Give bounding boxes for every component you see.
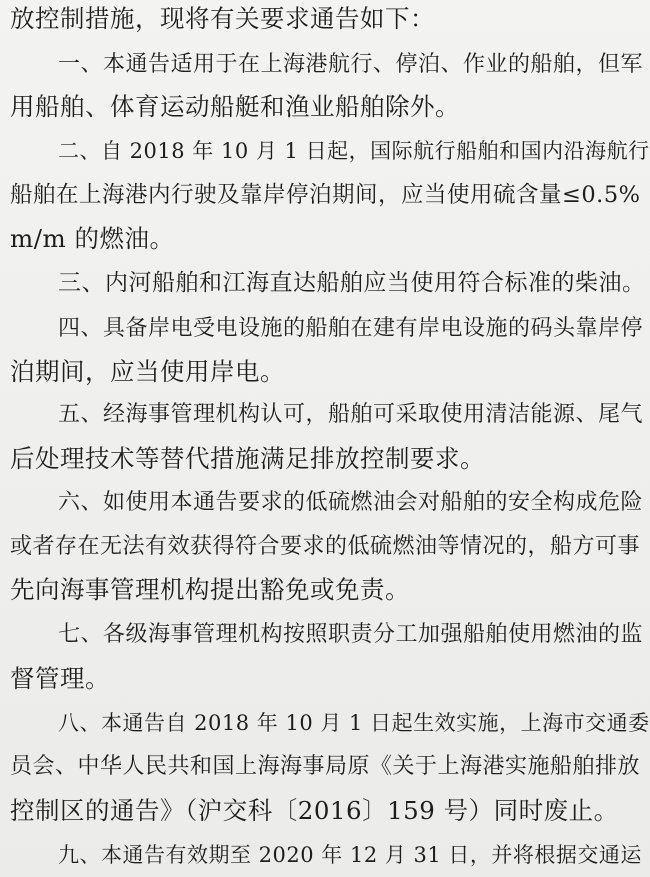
text-line: m/m 的燃油。 [10,224,175,253]
text-line: 员会、中华人民共和国上海海事局原《关于上海港实施船舶排放 [10,754,641,779]
text-line: 一、本通告适用于在上海港航行、停泊、作业的船舶，但军 [58,52,644,77]
text-line: 九、本通告有效期至 2020 年 12 月 31 日，并将根据交通运 [58,843,642,867]
text-line: 八、本通告自 2018 年 10 月 1 日起生效实施，上海市交通委 [58,711,650,735]
text-line: 或者存在无法有效获得符合要求的低硫燃油等情况的，船方可事 [10,534,641,559]
text-line: 二、自 2018 年 10 月 1 日起，国际航行船舶和国内沿海航行 [58,139,650,163]
text-line: 四、具备岸电受电设施的船舶在建有岸电设施的码头靠岸停 [58,316,644,341]
text-line: 七、各级海事管理机构按照职责分工加强船舶使用燃油的监 [58,622,644,647]
text-line: 督管理。 [10,664,110,693]
text-line: 后处理技术等替代措施满足排放控制要求。 [10,444,485,473]
text-line: 控制区的通告》（沪交科〔2016〕159 号）同时废止。 [10,796,619,825]
text-line: 六、如使用本通告要求的低硫燃油会对船舶的安全构成危险 [58,490,644,515]
text-line: 泊期间，应当使用岸电。 [10,357,285,386]
text-line: 先向海事管理机构提出豁免或免责。 [10,575,410,604]
text-line: 三、内河船舶和江海直达船舶应当使用符合标准的柴油。 [58,270,646,296]
text-line: 放控制措施，现将有关要求通告如下： [10,4,435,33]
text-line: 用船舶、体育运动船艇和渔业船舶除外。 [10,92,460,121]
text-line: 五、经海事管理机构认可，船舶可采取使用清洁能源、尾气 [58,402,644,427]
text-line: 船舶在上海港内行驶及靠岸停泊期间，应当使用硫含量≤0.5% [10,182,641,208]
